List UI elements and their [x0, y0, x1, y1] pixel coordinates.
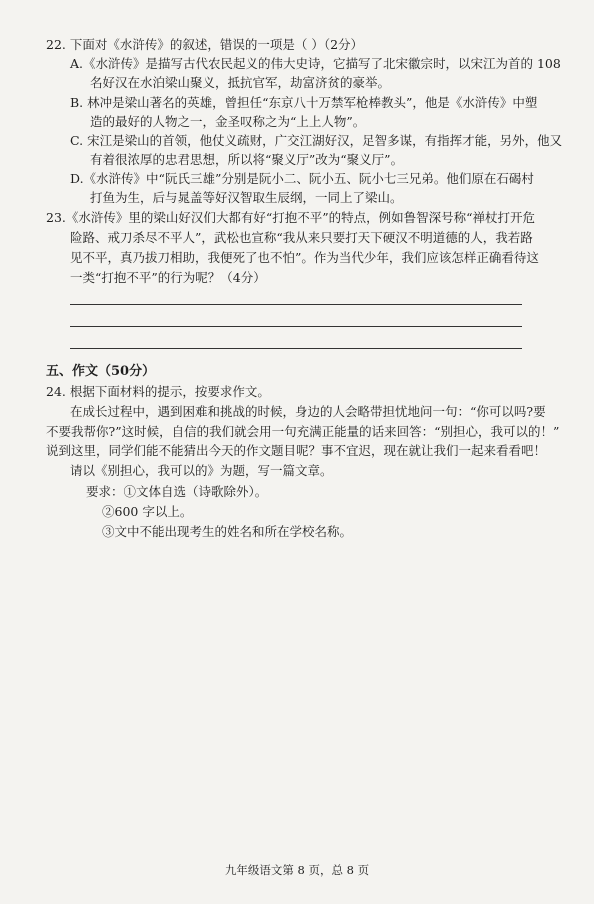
q22-option-d-line2: 打鱼为生，后与晁盖等好汉智取生辰纲，一同上了梁山。 [90, 190, 403, 205]
q23-line3: 见不平，真乃拔刀相助，我便死了也不怕”。作为当代少年，我们应该怎样正确看待这 [70, 250, 539, 265]
essay-prompt: 请以《别担心，我可以的》为题，写一篇文章。 [70, 463, 333, 478]
q22-option-d-line1: D.《水浒传》中“阮氏三雄”分别是阮小二、阮小五、阮小七三兄弟。他们原在石碣村 [70, 171, 534, 186]
answer-line [70, 304, 522, 305]
q23-line4: 一类“打抱不平”的行为呢？（4分） [70, 270, 266, 285]
answer-line [70, 348, 522, 349]
requirement-3: ③文中不能出现考生的姓名和所在学校名称。 [102, 524, 353, 539]
q23-line1: 23.《水浒传》里的梁山好汉们大都有好“打抱不平”的特点，例如鲁智深号称“禅杖打开危 [46, 210, 536, 225]
q22-option-a-line2: 名好汉在水泊梁山聚义，抵抗官军，劫富济贫的豪举。 [90, 75, 391, 90]
material-line1: 在成长过程中，遇到困难和挑战的时候，身边的人会略带担忧地问一句：“你可以吗?要 [70, 404, 546, 419]
q22-stem: 22. 下面对《水浒传》的叙述，错误的一项是（ ）（2分） [46, 37, 364, 52]
section-5-title: 五、作文（50分） [46, 364, 156, 379]
page-footer: 九年级语文第 8 页，总 8 页 [224, 863, 370, 877]
answer-line [70, 326, 522, 327]
q24-stem: 24. 根据下面材料的提示，按要求作文。 [46, 384, 270, 399]
q22-option-c-line2: 有着很浓厚的忠君思想，所以将“聚义厅”改为“聚义厅”。 [90, 152, 404, 167]
material-line3: 说到这里，同学们能不能猜出今天的作文题目呢？事不宜迟，现在就让我们一起来看看吧！ [46, 443, 547, 458]
requirement-1: 要求：①文体自选（诗歌除外）。 [86, 484, 268, 499]
q22-option-c-line1: C. 宋江是梁山的首领，他仗义疏财，广交江湖好汉，足智多谋，有指挥才能，另外，他又 [70, 133, 563, 148]
q22-option-b-line2: 造的最好的人物之一，金圣叹称之为“上上人物”。 [90, 114, 366, 129]
requirement-2: ②600 字以上。 [102, 504, 193, 519]
material-line2: 不要我帮你?”这时候，自信的我们就会用一句充满正能量的话来回答：“别担心，我可以的！” [46, 424, 560, 439]
q23-line2: 险路、戒刀杀尽不平人”，武松也宣称“我从来只要打天下硬汉不明道德的人，我若路 [70, 230, 533, 245]
q22-option-a-line1: A.《水浒传》是描写古代农民起义的伟大史诗，它描写了北宋徽宗时，以宋江为首的 108 [70, 56, 561, 71]
q22-option-b-line1: B. 林冲是梁山著名的英雄，曾担任“东京八十万禁军枪棒教头”，他是《水浒传》中塑 [70, 95, 538, 110]
